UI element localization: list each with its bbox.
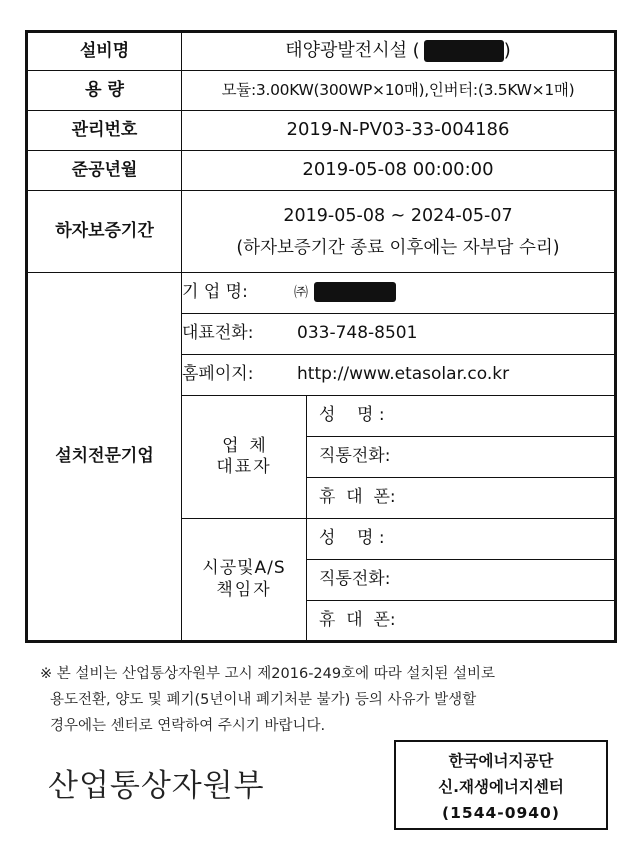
rep-direct-phone-label: 직통전화: [307, 437, 616, 478]
notice-line-1: ※ 본 설비는 산업통상자원부 고시 제2016-249호에 따라 설치된 설비로 [40, 666, 495, 682]
warranty-period: 2019-05-08 ~ 2024-05-07 [283, 205, 513, 226]
installer-label: 설치전문기업 [27, 273, 182, 642]
as-name-label: 성 명 : [307, 519, 616, 560]
main-phone-cell [182, 314, 616, 355]
capacity-value: 모듈:3.00KW(300WP×10매),인버터:(3.5KW×1매) [182, 71, 616, 111]
agency-phone: (1544-0940) [442, 804, 560, 822]
as-direct-phone-label: 직통전화: [307, 560, 616, 601]
rep-mobile-label: 휴 대 폰: [307, 478, 616, 519]
redacted-facility-owner [424, 40, 504, 62]
as-label-line1: 시공및A/S [202, 558, 286, 579]
warranty-note: (하자보증기간 종료 이후에는 자부담 수리) [236, 237, 560, 258]
company-name-label: 기 업 명: [182, 282, 248, 303]
rep-name-label: 성 명 : [307, 396, 616, 437]
row-warranty [27, 191, 616, 273]
facility-name-value [182, 32, 616, 71]
facility-name-label: 설비명 [27, 32, 182, 71]
ministry-name: 산업통상자원부 [48, 768, 265, 804]
completion-date-label: 준공년월 [27, 151, 182, 191]
row-management-number [27, 111, 616, 151]
main-phone-value: 033-748-8501 [297, 323, 418, 344]
facility-name-text: 태양광발전시설 ( [285, 40, 420, 62]
notice-text [40, 661, 610, 739]
notice-line-3: 경우에는 센터로 연락하여 주시기 바랍니다. [50, 718, 326, 734]
redacted-company-name [314, 282, 396, 302]
main-phone-label: 대표전화: [182, 323, 254, 344]
capacity-label: 용 량 [27, 71, 182, 111]
company-name-cell [182, 273, 616, 314]
facility-info-table [25, 30, 617, 643]
company-representative-label [182, 396, 307, 519]
as-mobile-label: 휴 대 폰: [307, 601, 616, 642]
row-capacity [27, 71, 616, 111]
as-label-line2: 책임자 [216, 579, 272, 600]
homepage-cell [182, 355, 616, 396]
homepage-value: http://www.etasolar.co.kr [297, 364, 510, 385]
agency-name: 한국에너지공단 [448, 752, 554, 770]
warranty-label: 하자보증기간 [27, 191, 182, 273]
as-manager-label [182, 519, 307, 642]
warranty-value [182, 191, 616, 273]
agency-box [394, 740, 608, 830]
rep-label-line2: 대표자 [216, 457, 272, 477]
row-completion-date [27, 151, 616, 191]
homepage-label: 홈페이지: [182, 364, 254, 385]
management-number-label: 관리번호 [27, 111, 182, 151]
agency-center: 신.재생에너지센터 [438, 778, 564, 796]
row-facility-name [27, 32, 616, 71]
notice-line-2: 용도전환, 양도 및 폐기(5년이내 폐기처분 불가) 등의 사유가 발생할 [50, 692, 477, 708]
rep-label-line1: 업 체 [222, 435, 266, 456]
completion-date-value: 2019-05-08 00:00:00 [182, 151, 616, 191]
facility-name-close: ) [503, 40, 511, 62]
row-company-name [27, 273, 616, 314]
management-number-value: 2019-N-PV03-33-004186 [182, 111, 616, 151]
company-prefix: ㈜ [294, 285, 308, 302]
